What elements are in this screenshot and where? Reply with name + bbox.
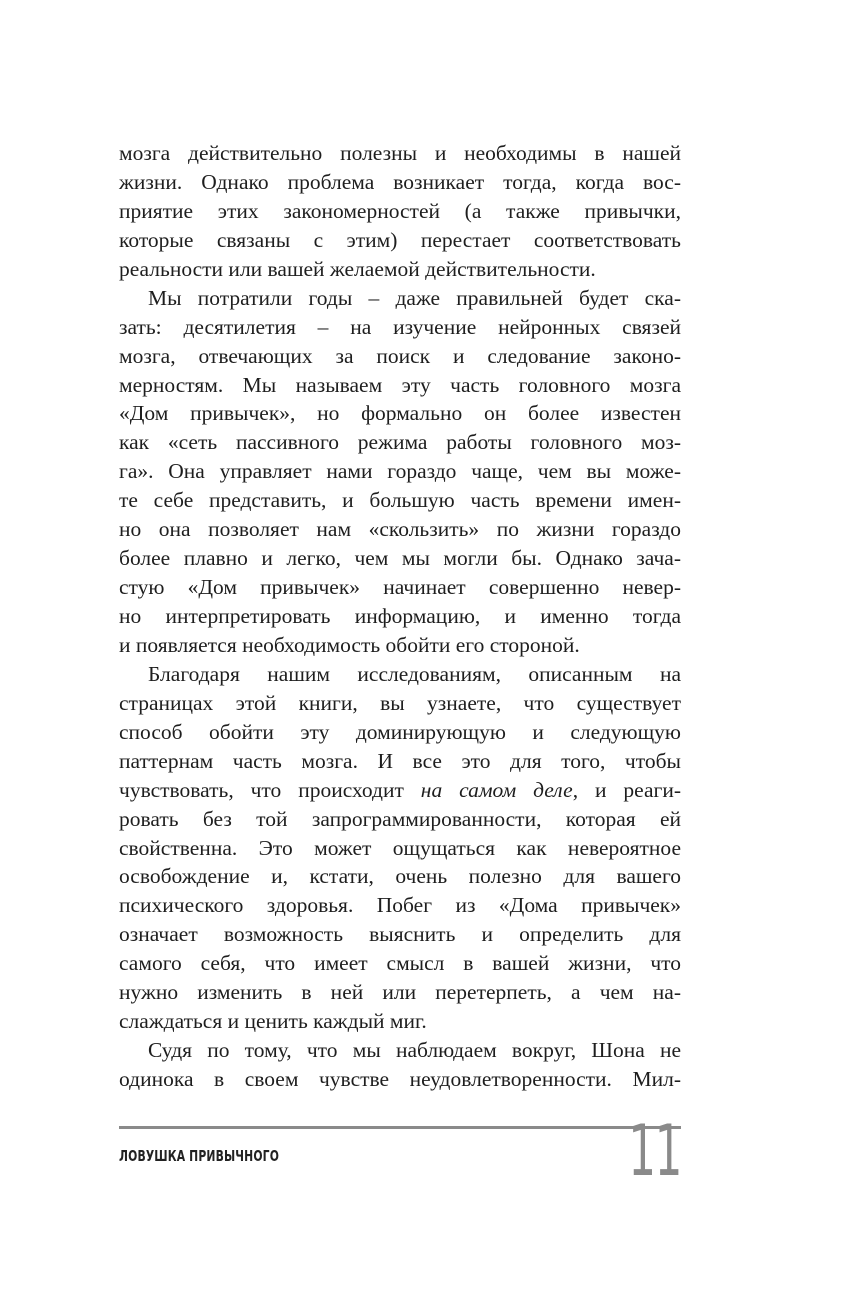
text-line: страницах этой книги, вы узнаете, что существует [119, 690, 681, 715]
text-line: но интерпретировать информацию, и именно тогда [119, 604, 681, 628]
text-line: ровать без той запрограммированности, которая ей [119, 806, 681, 831]
paragraph [119, 1036, 681, 1094]
text-line: приятие этих закономерностей (а также привычки, [119, 198, 681, 223]
footer-divider [119, 1126, 681, 1129]
text-line: Мы потратили годы – даже правильней будет ска- [148, 285, 681, 310]
text-line: но она позволяет нам «скользить» по жизни гораздо [119, 517, 681, 542]
text-line: мозга, отвечающих за поиск и следование законо- [119, 343, 681, 368]
text-line: Судя по тому, что мы наблюдаем вокруг, Шона не [148, 1038, 681, 1063]
text-line: освобождение и, кстати, очень полезно для вашего [119, 864, 681, 889]
text-segment: , и реаги- [572, 777, 681, 802]
text-line: мозга действительно полезны и необходимы в нашей [119, 141, 681, 165]
running-title: ЛОВУШКА ПРИВЫЧНОГО [119, 1147, 280, 1165]
text-line: одинока в своем чувстве неудовлетворенности. Мил- [119, 1067, 681, 1091]
text-line: самого себя, что имеет смысл в вашей жизни, что [119, 951, 681, 976]
text-line: паттернам часть мозга. И все это для того, чтобы [119, 748, 681, 773]
text-line: слаждаться и ценить каждый миг. [119, 1009, 427, 1034]
text-line: зать: десятилетия – на изучение нейронных связей [119, 314, 681, 339]
text-line: свойственна. Это может ощущаться как невероятное [119, 835, 681, 860]
text-line: способ обойти эту доминирующую и следующую [119, 719, 681, 744]
text-line: означает возможность выяснить и определить для [119, 922, 681, 947]
paragraph [119, 660, 681, 1036]
text-line: те себе представить, и большую часть времени имен- [119, 488, 681, 513]
text-line: га». Она управляет нами гораздо чаще, чем вы може- [119, 459, 681, 484]
text-line: психического здоровья. Побег из «Дома привычек» [119, 893, 681, 918]
page-number: 11 [628, 1110, 681, 1192]
text-line [119, 776, 681, 805]
paragraph [119, 284, 681, 660]
text-line: Благодаря нашим исследованиям, описанным на [148, 661, 681, 686]
text-line: которые связаны с этим) перестает соответствовать [119, 227, 681, 252]
body-text [119, 139, 681, 1094]
paragraph [119, 139, 681, 284]
text-line: и появляется необходимость обойти его стороной. [119, 632, 580, 657]
text-segment: чувствовать, что происходит [119, 777, 421, 802]
text-line: более плавно и легко, чем мы могли бы. Однако зача- [119, 546, 681, 571]
text-line: реальности или вашей желаемой действительности. [119, 256, 596, 281]
text-line: нужно изменить в ней или перетерпеть, а чем на- [119, 980, 681, 1005]
text-line: мерностям. Мы называем эту часть головного мозга [119, 372, 681, 397]
text-line: стую «Дом привычек» начинает совершенно невер- [119, 575, 681, 600]
emphasis-text: на самом деле [420, 777, 573, 802]
text-line: как «сеть пассивного режима работы головного моз- [119, 430, 681, 455]
text-line: жизни. Однако проблема возникает тогда, когда вос- [119, 169, 681, 194]
text-line: «Дом привычек», но формально он более известен [119, 401, 681, 426]
